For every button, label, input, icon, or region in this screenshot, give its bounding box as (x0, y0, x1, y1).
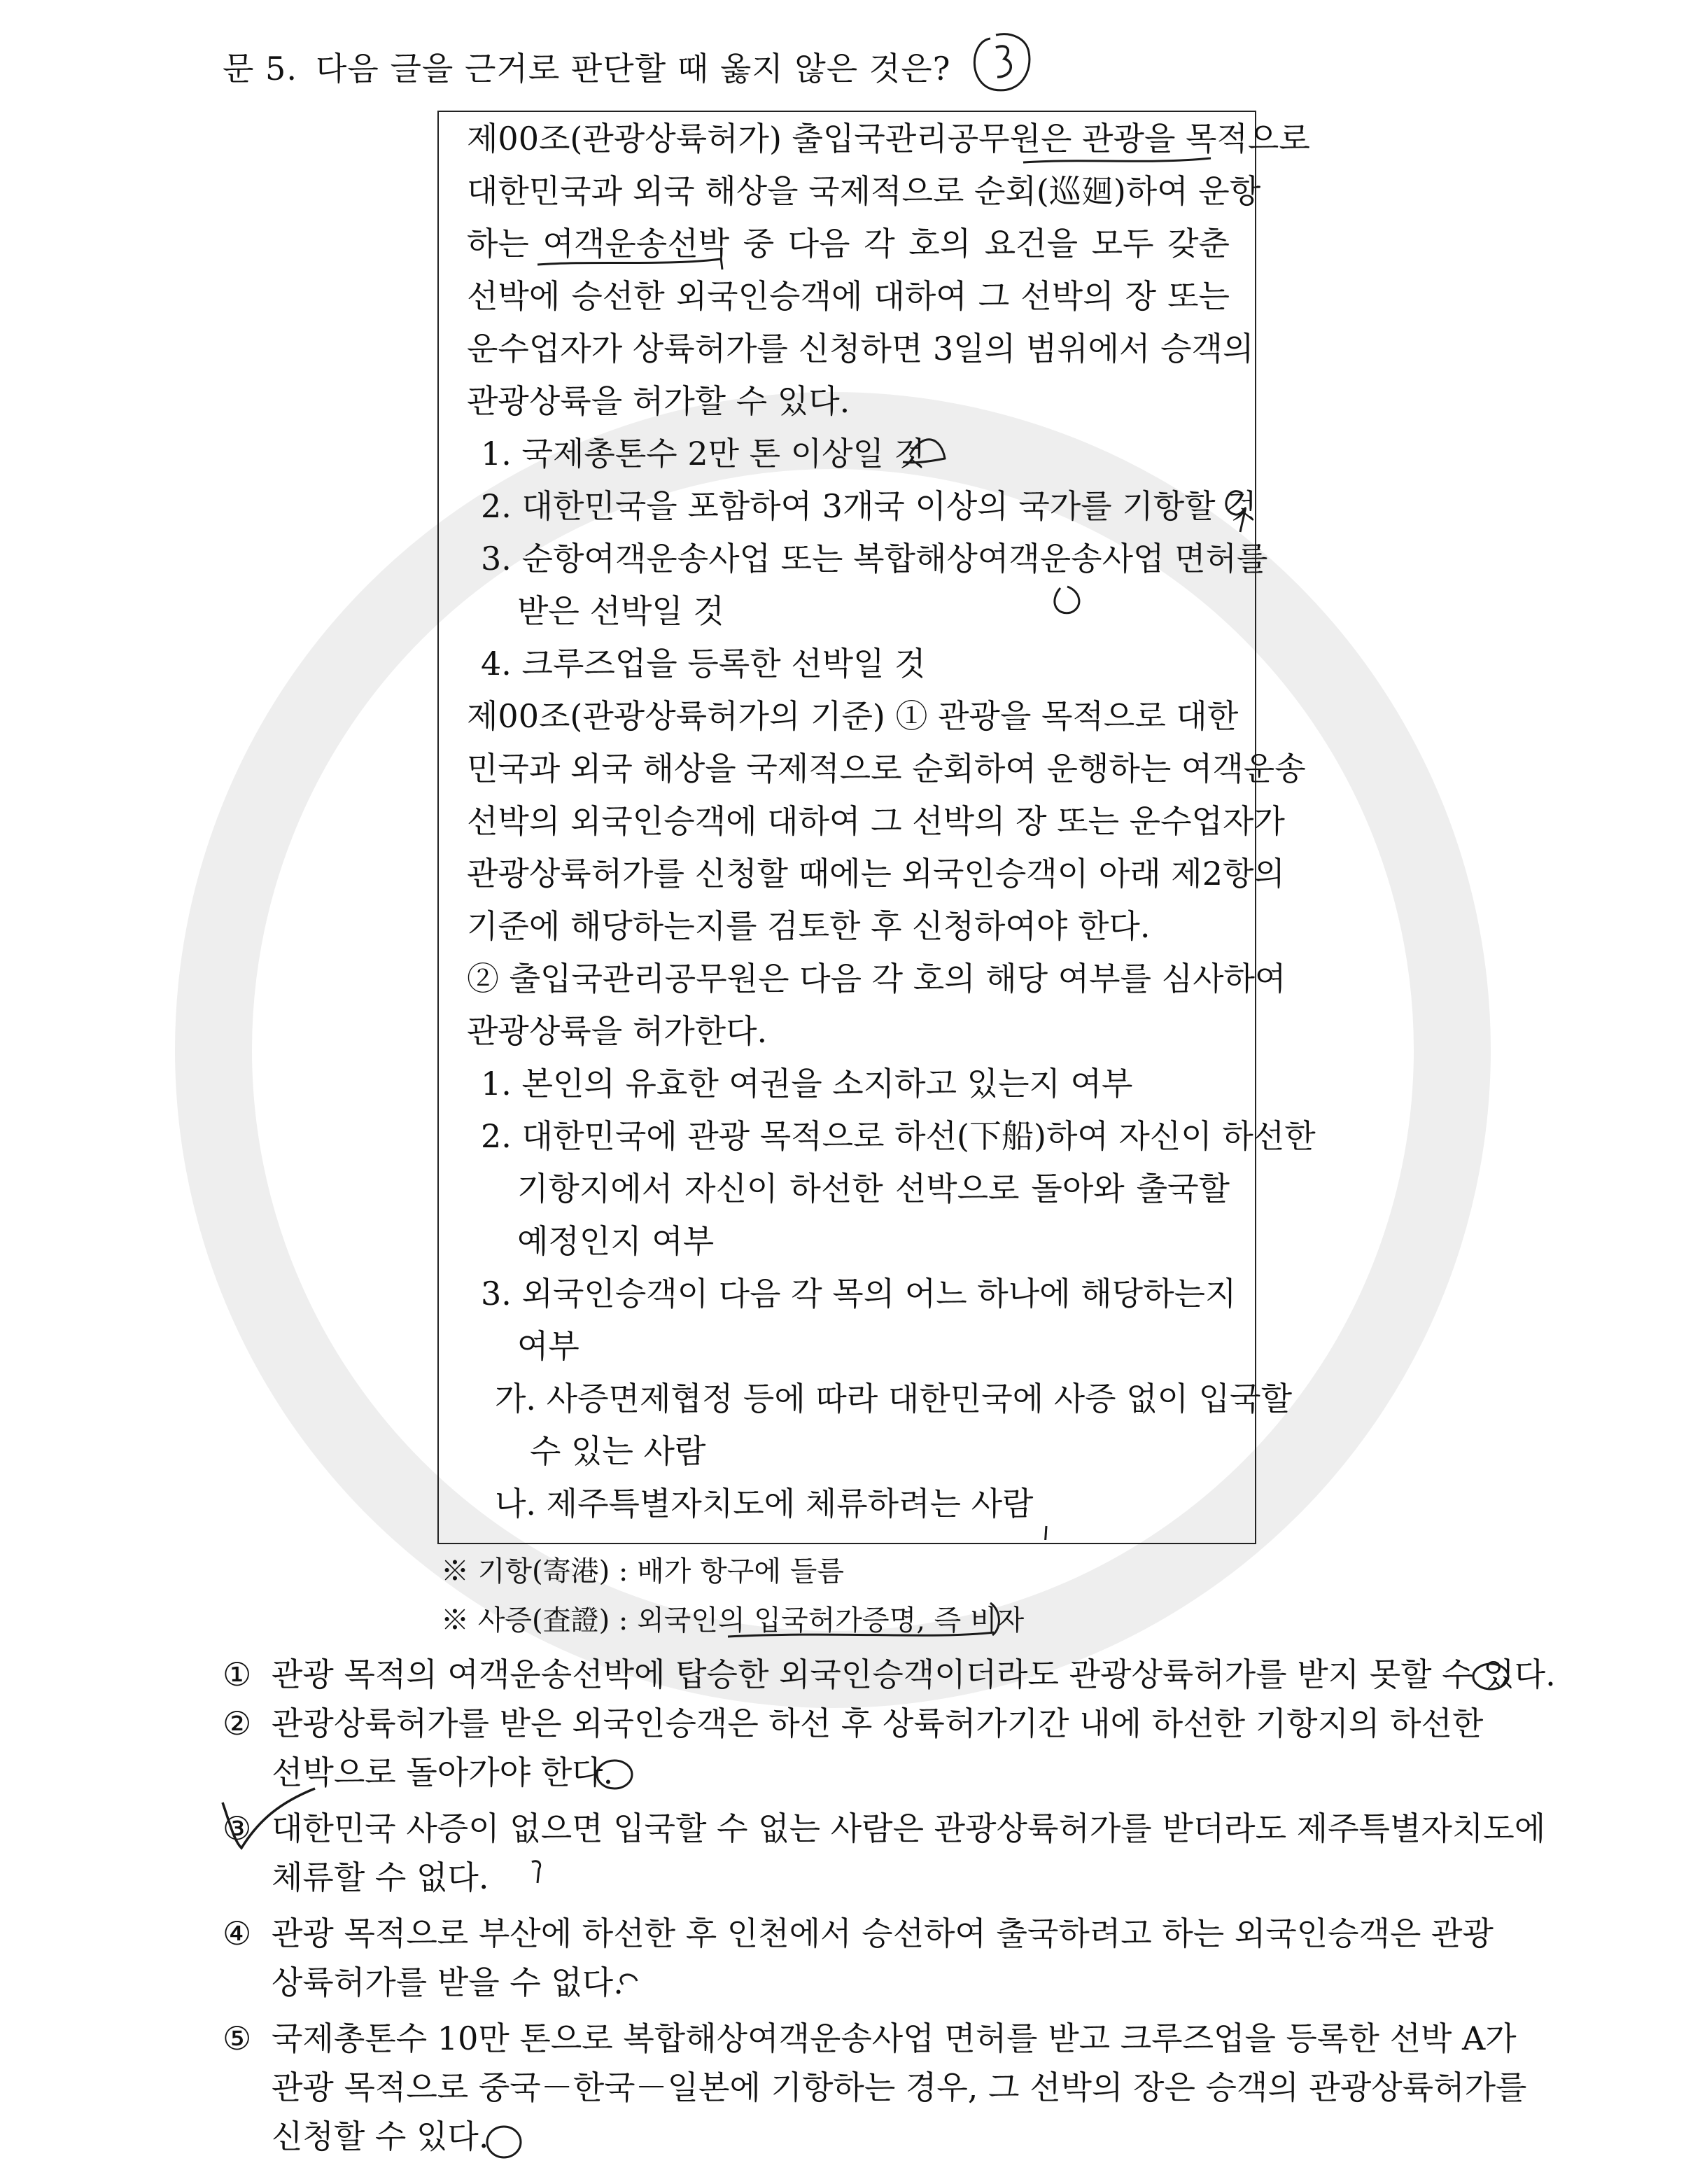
passage-line: 민국과 외국 해상을 국제적으로 순회하여 운행하는 여객운송 (467, 750, 1306, 788)
passage-item-cont: 여부 (517, 1327, 579, 1365)
passage-item-cont: 예정인지 여부 (517, 1222, 715, 1260)
passage-item: 2. 대한민국에 관광 목적으로 하선(下船)하여 자신이 하선한 (481, 1117, 1316, 1155)
passage-line: 관광상륙허가를 신청할 때에는 외국인승객이 아래 제2항의 (467, 855, 1285, 892)
option-marker: ③ (223, 1809, 252, 1847)
passage-box (437, 111, 1316, 1544)
option-text: 관광 목적으로 부산에 하선한 후 인천에서 승선하여 출국하려고 하는 외국인승객은 관광 (272, 1914, 1494, 1952)
passage-item-cont: 기항지에서 자신이 하선한 선박으로 돌아와 출국할 (517, 1170, 1230, 1208)
passage-line: 기준에 해당하는지를 검토한 후 신청하여야 한다. (467, 907, 1151, 945)
passage-line: 관광상륙을 허가할 수 있다. (467, 382, 850, 420)
passage-line: 하는 여객운송선박 중 다음 각 호의 요건을 모두 갖춘 (467, 225, 1230, 262)
question-header (223, 43, 950, 90)
option-marker: ① (223, 1656, 252, 1693)
passage-item: 2. 대한민국을 포함하여 3개국 이상의 국가를 기항할 것 (481, 487, 1257, 525)
passage-line: 대한민국과 외국 해상을 국제적으로 순회(巡廻)하여 운항 (467, 172, 1261, 210)
passage-subitem: 나. 제주특별자치도에 체류하려는 사람 (495, 1485, 1034, 1522)
question-text: 다음 글을 근거로 판단할 때 옳지 않은 것은? (315, 50, 951, 88)
option-text: 관광상륙허가를 받은 외국인승객은 하선 후 상륙허가기간 내에 하선한 기항지의 하선한 (272, 1704, 1484, 1742)
passage-line: 운수업자가 상륙허가를 신청하면 3일의 범위에서 승객의 (467, 330, 1254, 368)
passage-line: 선박에 승선한 외국인승객에 대하여 그 선박의 장 또는 (467, 277, 1230, 315)
passage-line: 선박의 외국인승객에 대하여 그 선박의 장 또는 운수업자가 (467, 802, 1285, 840)
passage-line: 제00조(관광상륙허가) 출입국관리공무원은 관광을 목적으로 (467, 120, 1310, 158)
option-marker: ② (223, 1704, 252, 1742)
option-1[interactable] (223, 1653, 1556, 1695)
option-marker: ⑤ (223, 2019, 252, 2057)
footnote: ※ 기항(寄港) : 배가 항구에 들름 (441, 1555, 845, 1588)
option-5[interactable] (223, 2017, 1517, 2059)
passage-item: 3. 외국인승객이 다음 각 목의 어느 하나에 해당하는지 (481, 1275, 1237, 1312)
passage-subitem: 가. 사증면제협정 등에 따라 대한민국에 사증 없이 입국할 (495, 1380, 1293, 1418)
handwritten-answer-mark (962, 28, 1039, 98)
option-5-cont: 관광 목적으로 중국－한국－일본에 기항하는 경우, 그 선박의 장은 승객의 관광상륙허가를 (272, 2068, 1527, 2106)
passage-item-cont: 받은 선박일 것 (517, 592, 724, 630)
footnote: ※ 사증(査證) : 외국인의 입국허가증명, 즉 비자 (441, 1604, 1025, 1637)
question-number: 문 5. (223, 50, 297, 88)
option-text: 관광 목적의 여객운송선박에 탑승한 외국인승객이더라도 관광상륙허가를 받지 못할 수 있다. (272, 1656, 1556, 1693)
passage-line: 제00조(관광상륙허가의 기준) ① 관광을 목적으로 대한 (467, 697, 1239, 735)
option-4[interactable] (223, 1912, 1494, 1954)
passage-item: 3. 순항여객운송사업 또는 복합해상여객운송사업 면허를 (481, 540, 1268, 578)
option-2[interactable] (223, 1702, 1484, 1744)
passage-item: 4. 크루즈업을 등록한 선박일 것 (481, 645, 926, 682)
option-text: 대한민국 사증이 없으면 입국할 수 없는 사람은 관광상륙허가를 받더라도 제주특별자치도에 (272, 1809, 1546, 1847)
passage-item: 1. 국제총톤수 2만 톤 이상일 것 (481, 435, 926, 472)
option-5-cont: 신청할 수 있다. (272, 2118, 489, 2155)
option-marker: ④ (223, 1914, 252, 1952)
option-3-cont: 체류할 수 없다. (272, 1858, 489, 1896)
passage-subitem-cont: 수 있는 사람 (530, 1432, 706, 1470)
passage-line: 관광상륙을 허가한다. (467, 1012, 768, 1050)
option-2-cont: 선박으로 돌아가야 한다. (272, 1754, 614, 1791)
option-text: 국제총톤수 10만 톤으로 복합해상여객운송사업 면허를 받고 크루즈업을 등록한 선박 A가 (272, 2019, 1517, 2057)
option-4-cont: 상륙허가를 받을 수 없다. (272, 1963, 624, 2001)
passage-line: ② 출입국관리공무원은 다음 각 호의 해당 여부를 심사하여 (467, 960, 1286, 997)
passage-item: 1. 본인의 유효한 여권을 소지하고 있는지 여부 (481, 1065, 1133, 1102)
option-3[interactable] (223, 1807, 1546, 1849)
